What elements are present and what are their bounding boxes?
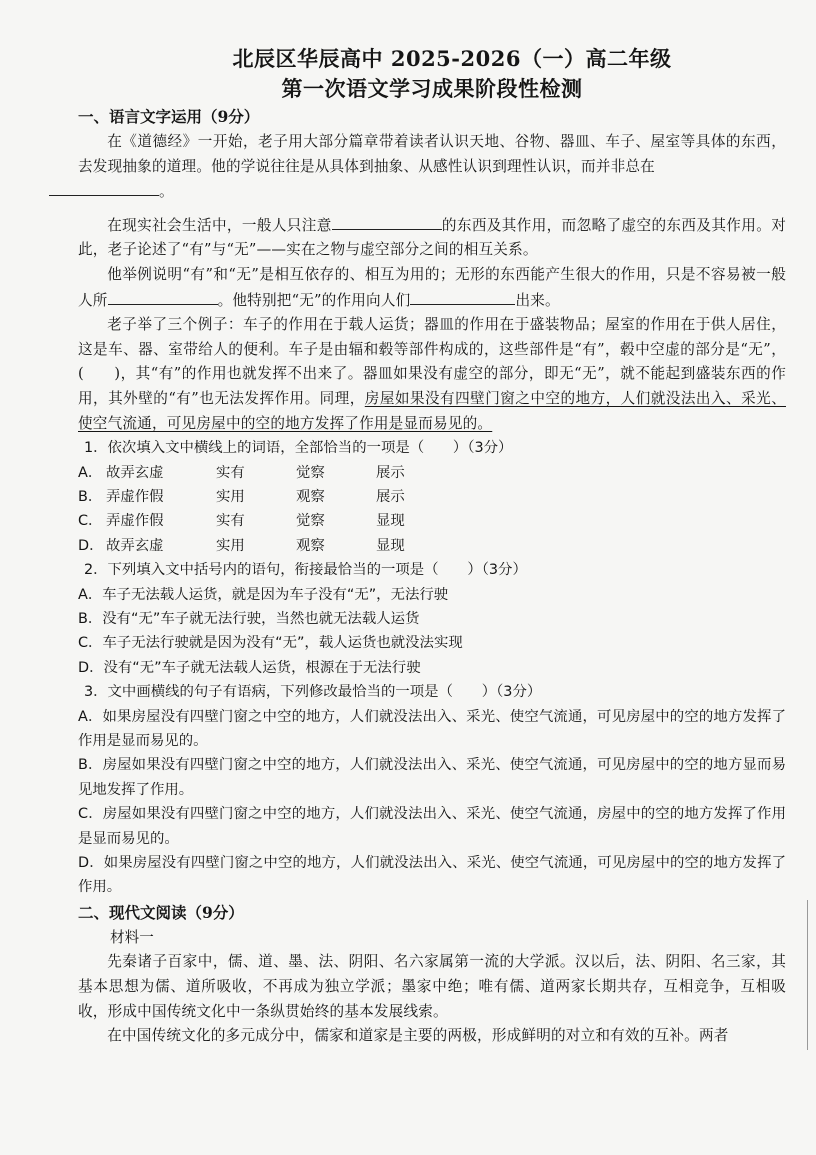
question-3-option-d[interactable]: D．如果房屋没有四壁门窗之中空的地方，人们就没法出入、采光、使空气流通，可见房屋中的空的地方发挥了作用。 <box>78 855 786 896</box>
passage-text: 老子举了三个例子：车子的作用在于载人运货；器皿的作用在于盛装物品；屋室的作用在于供人居住，这是车、器、室带给人的便利。车子是由辐和毂等部件构成的，这些部件是“有”，毂中空虚的部分是“无”，( )，其“有”的作用也就发挥不出来了。器皿如果没有虚空的部分，即无“无”，就不能起到盛装东西的作用，其外壁的“有”也无法发挥作用。同理， <box>78 316 786 407</box>
section1-heading: 一、语言文字运用（9分） <box>78 107 260 126</box>
material-paragraph-1: 先秦诸子百家中，儒、道、墨、法、阴阳、名六家属第一流的大学派。汉以后，法、阴阳、名三家，其基本思想为儒、道所吸收，不再成为独立学派；墨家中绝；唯有儒、道两家长期共存，互相竞争，互相吸收，形成中国传统文化中一条纵贯始终的基本发展线索。 <box>78 953 786 1020</box>
question-2-option-b[interactable]: B．没有“无”车子就无法行驶，当然也就无法载人运货 <box>78 610 420 627</box>
question-3-option-c[interactable]: C．房屋如果没有四壁门窗之中空的地方，人们就没法出入、采光、使空气流通，房屋中的空的地方发挥了作用是显而易见的。 <box>78 806 786 847</box>
material-label: 材料一 <box>110 928 154 946</box>
material-paragraph-2: 在中国传统文化的多元成分中，儒家和道家是主要的两极，形成鲜明的对立和有效的互补。两者 <box>107 1027 729 1045</box>
passage-text: 他举例说明“有”和“无”是相互依存的、相互为用的；无形的东西能产生很大的作用，只是不容易被一般人所 <box>78 265 786 309</box>
question-3-option-b[interactable]: B．房屋如果没有四壁门窗之中空的地方，人们就没法出入、采光、使空气流通，可见房屋中的空的地方显而易见地发挥了作用。 <box>78 757 786 798</box>
option-word: 弄虚作假 <box>106 488 164 505</box>
answer-blank-2[interactable] <box>332 213 442 230</box>
option-word: 实有 <box>216 464 245 481</box>
passage-text: 出来。 <box>515 291 560 309</box>
passage-text: 。他特别把“无”的作用向人们 <box>217 291 411 309</box>
page-edge-line <box>807 900 808 1050</box>
question-3-stem: 3．文中画横线的句子有语病，下列修改最恰当的一项是（ ）（3分） <box>84 684 542 701</box>
passage-paragraph-4 <box>78 313 786 436</box>
option-row[interactable] <box>78 461 786 485</box>
passage-paragraph-2 <box>78 213 786 263</box>
answer-blank-3[interactable] <box>108 288 218 305</box>
option-word: 实用 <box>216 537 245 554</box>
question-2-option-c[interactable]: C．车子无法行驶就是因为没有“无”，载人运货也就没法实现 <box>78 635 463 652</box>
question-3-option-a[interactable]: A．如果房屋没有四壁门窗之中空的地方，人们就没法出入、采光、使空气流通，可见房屋中的空的地方发挥了作用是显而易见的。 <box>78 708 786 749</box>
option-row[interactable] <box>78 509 786 533</box>
question-2-option-a[interactable]: A．车子无法载人运货，就是因为车子没有“无”，无法行驶 <box>78 586 449 603</box>
option-row[interactable] <box>78 485 786 509</box>
passage-text: 在《道德经》一开始，老子用大部分篇章带着读者认识天地、谷物、器皿、车子、屋室等具体的东西，去发现抽象的道理。他的学说往往是从具体到抽象、从感性认识到理性认识，而并非总在 <box>78 133 786 175</box>
passage-paragraph-1 <box>78 130 786 205</box>
passage-text: 在现实社会生活中，一般人只注意 <box>107 216 332 234</box>
option-word: 觉察 <box>296 464 325 481</box>
question-1-options <box>78 461 786 559</box>
question-2-option-d[interactable]: D．没有“无”车子就无法载人运货，根源在于无法行驶 <box>78 659 421 676</box>
option-word: 显现 <box>376 513 405 530</box>
option-word: 观察 <box>296 537 325 554</box>
option-word: 展示 <box>376 488 405 505</box>
option-row[interactable] <box>78 534 786 558</box>
option-word: 弄虚作假 <box>106 513 164 530</box>
answer-blank-1[interactable] <box>49 179 159 196</box>
option-letter: B． <box>78 488 103 505</box>
exam-title-line2: 第一次语文学习成果阶段性检测 <box>281 76 583 101</box>
option-word: 故弄玄虚 <box>106 464 164 481</box>
option-letter: A． <box>78 464 103 481</box>
option-word: 故弄玄虚 <box>106 537 164 554</box>
option-word: 显现 <box>376 537 405 554</box>
passage-text: 。 <box>159 183 174 201</box>
option-word: 实用 <box>216 488 245 505</box>
exam-title-line1: 北辰区华辰高中 2025-2026（一）高二年级 <box>232 46 672 71</box>
passage-paragraph-3 <box>78 263 786 313</box>
option-word: 展示 <box>376 464 405 481</box>
option-word: 觉察 <box>296 513 325 530</box>
option-word: 观察 <box>296 488 325 505</box>
passage-text: 的东西及其作用，而忽略了虚空的东西及其作用。对此，老子论述了“有”与“无”——实在之物与虚空部分之间的相互关系。 <box>78 216 786 259</box>
section2-heading: 二、现代文阅读（9分） <box>78 902 244 922</box>
option-word: 实有 <box>216 513 245 530</box>
option-letter: D． <box>78 537 104 554</box>
underlined-sentence: 房屋如果没有四壁门窗之中空的地方，人们就没法出入、采光、使空气流通，可见房屋中的空的地方发挥了作用是显而易见的。 <box>78 389 786 432</box>
answer-blank-4[interactable] <box>410 288 515 305</box>
question-2-stem: 2．下列填入文中括号内的语句，衔接最恰当的一项是（ ）（3分） <box>84 562 527 579</box>
question-1-stem: 1．依次填入文中横线上的词语，全部恰当的一项是（ ）（3分） <box>84 440 513 457</box>
option-letter: C． <box>78 513 103 530</box>
